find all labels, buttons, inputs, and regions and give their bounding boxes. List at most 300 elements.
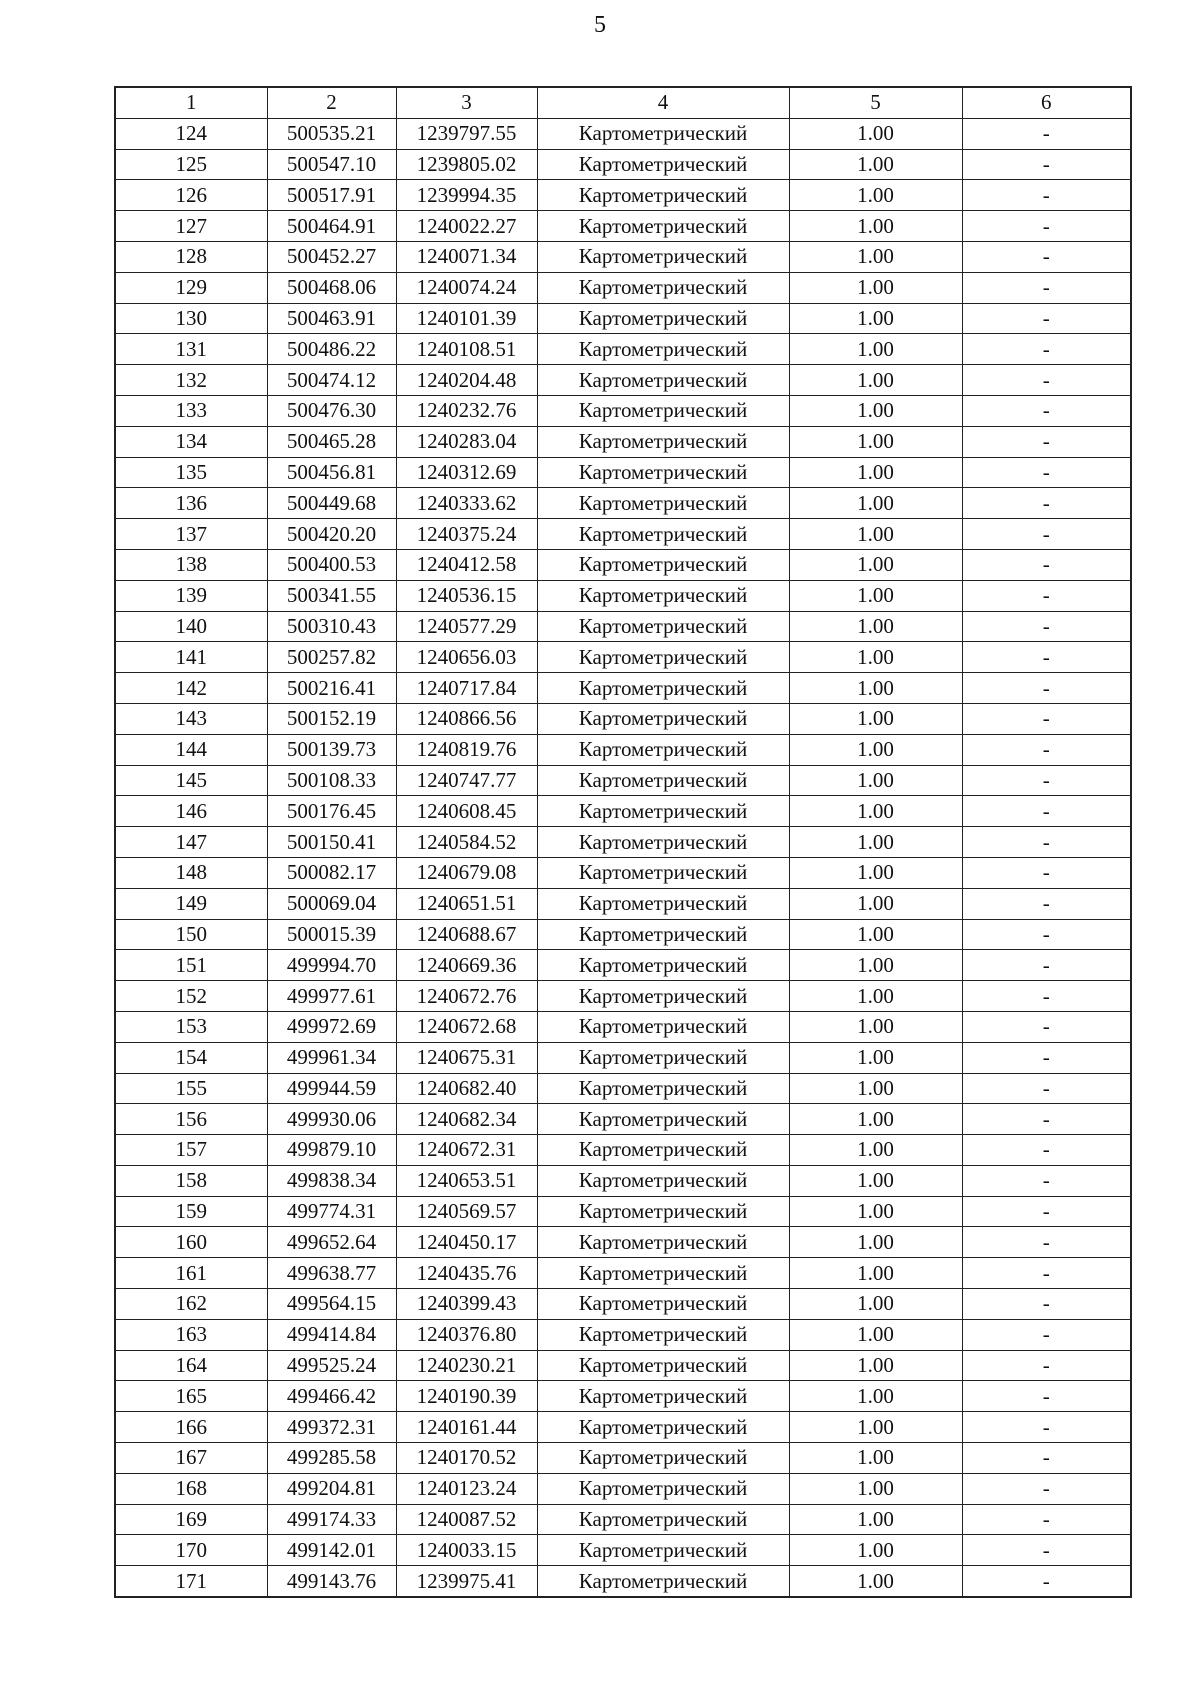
table-row	[115, 549, 1131, 580]
x-coordinate-cell: 499977.61	[267, 981, 396, 1012]
y-coordinate-cell: 1240747.77	[396, 765, 537, 796]
x-coordinate-cell: 500476.30	[267, 395, 396, 426]
method-cell: Картометрический	[537, 488, 789, 519]
point-number-cell: 125	[115, 149, 267, 180]
y-coordinate-cell: 1240675.31	[396, 1042, 537, 1073]
accuracy-cell: 1.00	[789, 642, 962, 673]
table-row	[115, 303, 1131, 334]
x-coordinate-cell: 499879.10	[267, 1135, 396, 1166]
point-number-cell: 158	[115, 1165, 267, 1196]
table-row	[115, 734, 1131, 765]
method-cell: Картометрический	[537, 1289, 789, 1320]
y-coordinate-cell: 1240232.76	[396, 395, 537, 426]
table-row	[115, 1289, 1131, 1320]
accuracy-cell: 1.00	[789, 981, 962, 1012]
method-cell: Картометрический	[537, 1443, 789, 1474]
accuracy-cell: 1.00	[789, 1011, 962, 1042]
point-number-cell: 155	[115, 1073, 267, 1104]
note-cell: -	[962, 241, 1131, 272]
method-cell: Картометрический	[537, 1042, 789, 1073]
note-cell: -	[962, 1381, 1131, 1412]
point-number-cell: 164	[115, 1350, 267, 1381]
method-cell: Картометрический	[537, 1381, 789, 1412]
accuracy-cell: 1.00	[789, 827, 962, 858]
point-number-cell: 127	[115, 211, 267, 242]
header-row	[115, 87, 1131, 118]
table-row	[115, 919, 1131, 950]
accuracy-cell: 1.00	[789, 211, 962, 242]
table-row	[115, 1104, 1131, 1135]
point-number-cell: 139	[115, 580, 267, 611]
table-row	[115, 426, 1131, 457]
note-cell: -	[962, 673, 1131, 704]
table-row	[115, 365, 1131, 396]
method-cell: Картометрический	[537, 1566, 789, 1597]
table-row	[115, 488, 1131, 519]
y-coordinate-cell: 1240672.76	[396, 981, 537, 1012]
accuracy-cell: 1.00	[789, 549, 962, 580]
accuracy-cell: 1.00	[789, 1504, 962, 1535]
table-row	[115, 272, 1131, 303]
point-number-cell: 159	[115, 1196, 267, 1227]
point-number-cell: 140	[115, 611, 267, 642]
table-row	[115, 796, 1131, 827]
accuracy-cell: 1.00	[789, 334, 962, 365]
x-coordinate-cell: 500465.28	[267, 426, 396, 457]
method-cell: Картометрический	[537, 1165, 789, 1196]
accuracy-cell: 1.00	[789, 888, 962, 919]
note-cell: -	[962, 1227, 1131, 1258]
table-row	[115, 1473, 1131, 1504]
x-coordinate-cell: 500216.41	[267, 673, 396, 704]
accuracy-cell: 1.00	[789, 241, 962, 272]
x-coordinate-cell: 499961.34	[267, 1042, 396, 1073]
note-cell: -	[962, 1443, 1131, 1474]
point-number-cell: 167	[115, 1443, 267, 1474]
note-cell: -	[962, 1319, 1131, 1350]
note-cell: -	[962, 1042, 1131, 1073]
table-row	[115, 950, 1131, 981]
column-header-6: 6	[962, 87, 1131, 118]
note-cell: -	[962, 365, 1131, 396]
note-cell: -	[962, 1412, 1131, 1443]
column-header-5: 5	[789, 87, 962, 118]
x-coordinate-cell: 500108.33	[267, 765, 396, 796]
x-coordinate-cell: 499143.76	[267, 1566, 396, 1597]
x-coordinate-cell: 500176.45	[267, 796, 396, 827]
accuracy-cell: 1.00	[789, 180, 962, 211]
table-row	[115, 1073, 1131, 1104]
note-cell: -	[962, 1289, 1131, 1320]
x-coordinate-cell: 499638.77	[267, 1258, 396, 1289]
y-coordinate-cell: 1240190.39	[396, 1381, 537, 1412]
note-cell: -	[962, 1473, 1131, 1504]
point-number-cell: 131	[115, 334, 267, 365]
y-coordinate-cell: 1240071.34	[396, 241, 537, 272]
y-coordinate-cell: 1240074.24	[396, 272, 537, 303]
method-cell: Картометрический	[537, 426, 789, 457]
table-row	[115, 118, 1131, 149]
accuracy-cell: 1.00	[789, 1289, 962, 1320]
table-row	[115, 642, 1131, 673]
x-coordinate-cell: 499564.15	[267, 1289, 396, 1320]
table-row	[115, 1566, 1131, 1597]
method-cell: Картометрический	[537, 1473, 789, 1504]
point-number-cell: 153	[115, 1011, 267, 1042]
method-cell: Картометрический	[537, 1135, 789, 1166]
y-coordinate-cell: 1240450.17	[396, 1227, 537, 1258]
method-cell: Картометрический	[537, 457, 789, 488]
accuracy-cell: 1.00	[789, 734, 962, 765]
table-row	[115, 519, 1131, 550]
note-cell: -	[962, 1258, 1131, 1289]
table-header	[115, 87, 1131, 118]
x-coordinate-cell: 500341.55	[267, 580, 396, 611]
accuracy-cell: 1.00	[789, 519, 962, 550]
y-coordinate-cell: 1240584.52	[396, 827, 537, 858]
x-coordinate-cell: 500547.10	[267, 149, 396, 180]
method-cell: Картометрический	[537, 549, 789, 580]
note-cell: -	[962, 796, 1131, 827]
note-cell: -	[962, 488, 1131, 519]
accuracy-cell: 1.00	[789, 1073, 962, 1104]
note-cell: -	[962, 1073, 1131, 1104]
method-cell: Картометрический	[537, 334, 789, 365]
table-row	[115, 1165, 1131, 1196]
point-number-cell: 156	[115, 1104, 267, 1135]
table-row	[115, 765, 1131, 796]
note-cell: -	[962, 1135, 1131, 1166]
y-coordinate-cell: 1240651.51	[396, 888, 537, 919]
table-row	[115, 1443, 1131, 1474]
x-coordinate-cell: 500082.17	[267, 857, 396, 888]
method-cell: Картометрический	[537, 211, 789, 242]
note-cell: -	[962, 395, 1131, 426]
accuracy-cell: 1.00	[789, 673, 962, 704]
x-coordinate-cell: 500474.12	[267, 365, 396, 396]
method-cell: Картометрический	[537, 1535, 789, 1566]
method-cell: Картометрический	[537, 303, 789, 334]
note-cell: -	[962, 981, 1131, 1012]
x-coordinate-cell: 499774.31	[267, 1196, 396, 1227]
coordinates-table	[114, 86, 1132, 1598]
table-row	[115, 1381, 1131, 1412]
accuracy-cell: 1.00	[789, 365, 962, 396]
point-number-cell: 171	[115, 1566, 267, 1597]
accuracy-cell: 1.00	[789, 796, 962, 827]
note-cell: -	[962, 1535, 1131, 1566]
point-number-cell: 124	[115, 118, 267, 149]
point-number-cell: 169	[115, 1504, 267, 1535]
table-row	[115, 673, 1131, 704]
x-coordinate-cell: 500535.21	[267, 118, 396, 149]
point-number-cell: 145	[115, 765, 267, 796]
note-cell: -	[962, 827, 1131, 858]
point-number-cell: 150	[115, 919, 267, 950]
note-cell: -	[962, 303, 1131, 334]
note-cell: -	[962, 334, 1131, 365]
point-number-cell: 157	[115, 1135, 267, 1166]
x-coordinate-cell: 500015.39	[267, 919, 396, 950]
x-coordinate-cell: 499204.81	[267, 1473, 396, 1504]
x-coordinate-cell: 499525.24	[267, 1350, 396, 1381]
x-coordinate-cell: 500139.73	[267, 734, 396, 765]
point-number-cell: 149	[115, 888, 267, 919]
accuracy-cell: 1.00	[789, 457, 962, 488]
method-cell: Картометрический	[537, 673, 789, 704]
table-row	[115, 241, 1131, 272]
accuracy-cell: 1.00	[789, 950, 962, 981]
y-coordinate-cell: 1240161.44	[396, 1412, 537, 1443]
point-number-cell: 151	[115, 950, 267, 981]
table-row	[115, 211, 1131, 242]
note-cell: -	[962, 180, 1131, 211]
x-coordinate-cell: 500069.04	[267, 888, 396, 919]
y-coordinate-cell: 1240375.24	[396, 519, 537, 550]
method-cell: Картометрический	[537, 857, 789, 888]
accuracy-cell: 1.00	[789, 1473, 962, 1504]
column-header-3: 3	[396, 87, 537, 118]
x-coordinate-cell: 500463.91	[267, 303, 396, 334]
note-cell: -	[962, 1196, 1131, 1227]
y-coordinate-cell: 1240412.58	[396, 549, 537, 580]
table-row	[115, 1011, 1131, 1042]
table-row	[115, 1412, 1131, 1443]
accuracy-cell: 1.00	[789, 1412, 962, 1443]
point-number-cell: 161	[115, 1258, 267, 1289]
note-cell: -	[962, 457, 1131, 488]
x-coordinate-cell: 499994.70	[267, 950, 396, 981]
note-cell: -	[962, 118, 1131, 149]
table-row	[115, 334, 1131, 365]
note-cell: -	[962, 888, 1131, 919]
accuracy-cell: 1.00	[789, 1319, 962, 1350]
method-cell: Картометрический	[537, 734, 789, 765]
y-coordinate-cell: 1240672.68	[396, 1011, 537, 1042]
method-cell: Картометрический	[537, 1196, 789, 1227]
note-cell: -	[962, 426, 1131, 457]
y-coordinate-cell: 1239994.35	[396, 180, 537, 211]
accuracy-cell: 1.00	[789, 1196, 962, 1227]
point-number-cell: 136	[115, 488, 267, 519]
table-row	[115, 1227, 1131, 1258]
y-coordinate-cell: 1240569.57	[396, 1196, 537, 1227]
accuracy-cell: 1.00	[789, 1566, 962, 1597]
note-cell: -	[962, 1566, 1131, 1597]
x-coordinate-cell: 500152.19	[267, 703, 396, 734]
table-row	[115, 827, 1131, 858]
y-coordinate-cell: 1240653.51	[396, 1165, 537, 1196]
y-coordinate-cell: 1240022.27	[396, 211, 537, 242]
column-header-4: 4	[537, 87, 789, 118]
note-cell: -	[962, 734, 1131, 765]
accuracy-cell: 1.00	[789, 611, 962, 642]
accuracy-cell: 1.00	[789, 1165, 962, 1196]
table-row	[115, 580, 1131, 611]
method-cell: Картометрический	[537, 611, 789, 642]
accuracy-cell: 1.00	[789, 488, 962, 519]
y-coordinate-cell: 1240688.67	[396, 919, 537, 950]
table-row	[115, 857, 1131, 888]
note-cell: -	[962, 950, 1131, 981]
method-cell: Картометрический	[537, 272, 789, 303]
accuracy-cell: 1.00	[789, 149, 962, 180]
method-cell: Картометрический	[537, 827, 789, 858]
x-coordinate-cell: 500150.41	[267, 827, 396, 858]
x-coordinate-cell: 499652.64	[267, 1227, 396, 1258]
x-coordinate-cell: 500486.22	[267, 334, 396, 365]
y-coordinate-cell: 1240087.52	[396, 1504, 537, 1535]
x-coordinate-cell: 500517.91	[267, 180, 396, 211]
x-coordinate-cell: 499972.69	[267, 1011, 396, 1042]
point-number-cell: 143	[115, 703, 267, 734]
note-cell: -	[962, 919, 1131, 950]
x-coordinate-cell: 500464.91	[267, 211, 396, 242]
method-cell: Картометрический	[537, 1258, 789, 1289]
table-row	[115, 981, 1131, 1012]
point-number-cell: 147	[115, 827, 267, 858]
note-cell: -	[962, 1350, 1131, 1381]
note-cell: -	[962, 1104, 1131, 1135]
accuracy-cell: 1.00	[789, 1535, 962, 1566]
point-number-cell: 135	[115, 457, 267, 488]
note-cell: -	[962, 857, 1131, 888]
point-number-cell: 144	[115, 734, 267, 765]
table-row	[115, 888, 1131, 919]
method-cell: Картометрический	[537, 1319, 789, 1350]
y-coordinate-cell: 1239797.55	[396, 118, 537, 149]
point-number-cell: 133	[115, 395, 267, 426]
y-coordinate-cell: 1239805.02	[396, 149, 537, 180]
x-coordinate-cell: 500310.43	[267, 611, 396, 642]
x-coordinate-cell: 500449.68	[267, 488, 396, 519]
point-number-cell: 152	[115, 981, 267, 1012]
point-number-cell: 141	[115, 642, 267, 673]
note-cell: -	[962, 611, 1131, 642]
method-cell: Картометрический	[537, 1011, 789, 1042]
point-number-cell: 146	[115, 796, 267, 827]
point-number-cell: 160	[115, 1227, 267, 1258]
accuracy-cell: 1.00	[789, 1104, 962, 1135]
point-number-cell: 130	[115, 303, 267, 334]
x-coordinate-cell: 499414.84	[267, 1319, 396, 1350]
y-coordinate-cell: 1240866.56	[396, 703, 537, 734]
y-coordinate-cell: 1240170.52	[396, 1443, 537, 1474]
y-coordinate-cell: 1240656.03	[396, 642, 537, 673]
y-coordinate-cell: 1240819.76	[396, 734, 537, 765]
x-coordinate-cell: 499372.31	[267, 1412, 396, 1443]
method-cell: Картометрический	[537, 149, 789, 180]
accuracy-cell: 1.00	[789, 118, 962, 149]
method-cell: Картометрический	[537, 1073, 789, 1104]
point-number-cell: 148	[115, 857, 267, 888]
y-coordinate-cell: 1240679.08	[396, 857, 537, 888]
y-coordinate-cell: 1240682.40	[396, 1073, 537, 1104]
y-coordinate-cell: 1240101.39	[396, 303, 537, 334]
y-coordinate-cell: 1240608.45	[396, 796, 537, 827]
x-coordinate-cell: 499944.59	[267, 1073, 396, 1104]
table-row	[115, 457, 1131, 488]
x-coordinate-cell: 500456.81	[267, 457, 396, 488]
table-row	[115, 703, 1131, 734]
y-coordinate-cell: 1240399.43	[396, 1289, 537, 1320]
method-cell: Картометрический	[537, 519, 789, 550]
method-cell: Картометрический	[537, 1350, 789, 1381]
accuracy-cell: 1.00	[789, 1443, 962, 1474]
accuracy-cell: 1.00	[789, 1042, 962, 1073]
table-row	[115, 1319, 1131, 1350]
note-cell: -	[962, 765, 1131, 796]
note-cell: -	[962, 211, 1131, 242]
note-cell: -	[962, 1011, 1131, 1042]
x-coordinate-cell: 499930.06	[267, 1104, 396, 1135]
method-cell: Картометрический	[537, 580, 789, 611]
y-coordinate-cell: 1240577.29	[396, 611, 537, 642]
accuracy-cell: 1.00	[789, 857, 962, 888]
point-number-cell: 138	[115, 549, 267, 580]
method-cell: Картометрический	[537, 365, 789, 396]
point-number-cell: 162	[115, 1289, 267, 1320]
y-coordinate-cell: 1240717.84	[396, 673, 537, 704]
method-cell: Картометрический	[537, 118, 789, 149]
table-row	[115, 1350, 1131, 1381]
point-number-cell: 154	[115, 1042, 267, 1073]
y-coordinate-cell: 1240312.69	[396, 457, 537, 488]
x-coordinate-cell: 500468.06	[267, 272, 396, 303]
method-cell: Картометрический	[537, 796, 789, 827]
method-cell: Картометрический	[537, 180, 789, 211]
accuracy-cell: 1.00	[789, 426, 962, 457]
y-coordinate-cell: 1240033.15	[396, 1535, 537, 1566]
method-cell: Картометрический	[537, 395, 789, 426]
accuracy-cell: 1.00	[789, 765, 962, 796]
method-cell: Картометрический	[537, 241, 789, 272]
note-cell: -	[962, 549, 1131, 580]
accuracy-cell: 1.00	[789, 703, 962, 734]
x-coordinate-cell: 500400.53	[267, 549, 396, 580]
method-cell: Картометрический	[537, 765, 789, 796]
point-number-cell: 129	[115, 272, 267, 303]
point-number-cell: 137	[115, 519, 267, 550]
method-cell: Картометрический	[537, 1412, 789, 1443]
x-coordinate-cell: 499466.42	[267, 1381, 396, 1412]
accuracy-cell: 1.00	[789, 580, 962, 611]
accuracy-cell: 1.00	[789, 1381, 962, 1412]
note-cell: -	[962, 519, 1131, 550]
x-coordinate-cell: 499838.34	[267, 1165, 396, 1196]
point-number-cell: 142	[115, 673, 267, 704]
method-cell: Картометрический	[537, 703, 789, 734]
x-coordinate-cell: 499285.58	[267, 1443, 396, 1474]
accuracy-cell: 1.00	[789, 272, 962, 303]
note-cell: -	[962, 149, 1131, 180]
table-row	[115, 1135, 1131, 1166]
page-number: 5	[594, 12, 606, 38]
method-cell: Картометрический	[537, 1504, 789, 1535]
method-cell: Картометрический	[537, 888, 789, 919]
point-number-cell: 132	[115, 365, 267, 396]
note-cell: -	[962, 580, 1131, 611]
x-coordinate-cell: 499174.33	[267, 1504, 396, 1535]
table-row	[115, 395, 1131, 426]
y-coordinate-cell: 1240435.76	[396, 1258, 537, 1289]
table-row	[115, 1535, 1131, 1566]
method-cell: Картометрический	[537, 981, 789, 1012]
accuracy-cell: 1.00	[789, 1227, 962, 1258]
table-row	[115, 1258, 1131, 1289]
y-coordinate-cell: 1240672.31	[396, 1135, 537, 1166]
y-coordinate-cell: 1239975.41	[396, 1566, 537, 1597]
